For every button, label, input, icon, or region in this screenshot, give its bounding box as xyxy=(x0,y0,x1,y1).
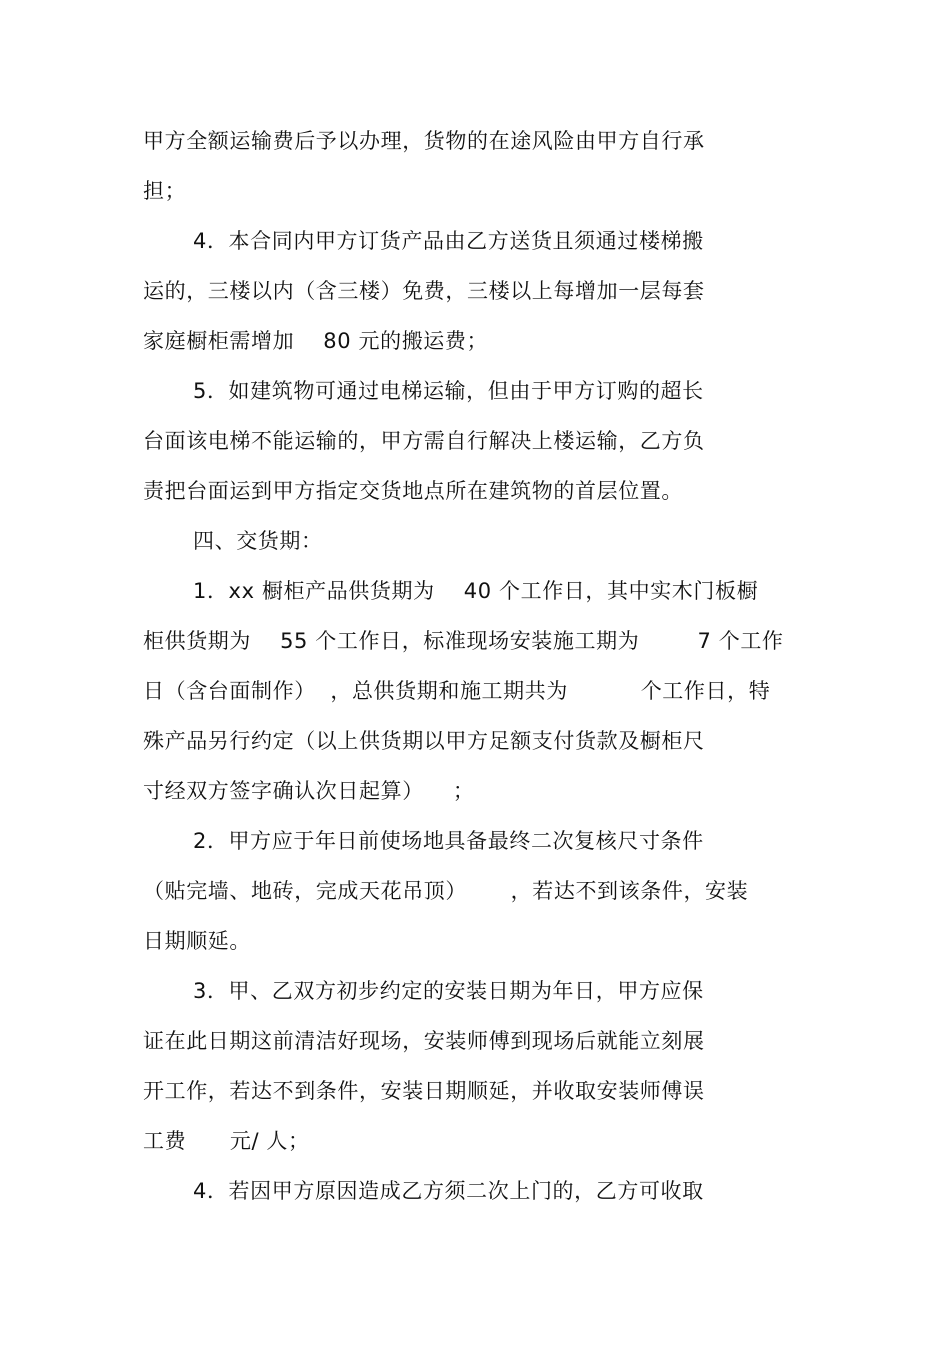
text-line: 殊产品另行约定（以上供货期以甲方足额支付货款及橱柜尺 xyxy=(143,729,705,753)
text-line: 日期顺延。 xyxy=(143,929,251,953)
text-line: 4．若因甲方原因造成乙方须二次上门的，乙方可收取 xyxy=(193,1179,704,1203)
text-line: 运的，三楼以内（含三楼）免费，三楼以上每增加一层每套 xyxy=(143,279,705,303)
text-line: 工费 元/ 人； xyxy=(143,1129,310,1153)
text-line: 2．甲方应于年日前使场地具备最终二次复核尺寸条件 xyxy=(193,829,704,853)
text-line: 担； xyxy=(143,179,187,203)
section-heading: 四、交货期： xyxy=(193,529,323,553)
text-line: 证在此日期这前清洁好现场，安装师傅到现场后就能立刻展 xyxy=(143,1029,705,1053)
text-line: 日（含台面制作） ，总供货期和施工期共为 个工作日，特 xyxy=(143,679,771,703)
text-line: 5．如建筑物可通过电梯运输，但由于甲方订购的超长 xyxy=(193,379,704,403)
text-line: 家庭橱柜需增加 80 元的搬运费； xyxy=(143,329,489,353)
text-line: 柜供货期为 55 个工作日，标准现场安装施工期为 7 个工作 xyxy=(143,629,784,653)
text-line: 3．甲、乙双方初步约定的安装日期为年日，甲方应保 xyxy=(193,979,704,1003)
text-line: 寸经双方签字确认次日起算） ； xyxy=(143,779,475,803)
text-line: 开工作，若达不到条件，安装日期顺延，并收取安装师傅误 xyxy=(143,1079,705,1103)
text-line: 4．本合同内甲方订货产品由乙方送货且须通过楼梯搬 xyxy=(193,229,704,253)
text-line: （贴完墙、地砖，完成天花吊顶） ，若达不到该条件，安装 xyxy=(143,879,749,903)
text-line: 1．xx 橱柜产品供货期为 40 个工作日，其中实木门板橱 xyxy=(193,579,759,603)
text-line: 责把台面运到甲方指定交货地点所在建筑物的首层位置。 xyxy=(143,479,683,503)
text-line: 台面该电梯不能运输的，甲方需自行解决上楼运输，乙方负 xyxy=(143,429,705,453)
text-line: 甲方全额运输费后予以办理，货物的在途风险由甲方自行承 xyxy=(143,129,705,153)
